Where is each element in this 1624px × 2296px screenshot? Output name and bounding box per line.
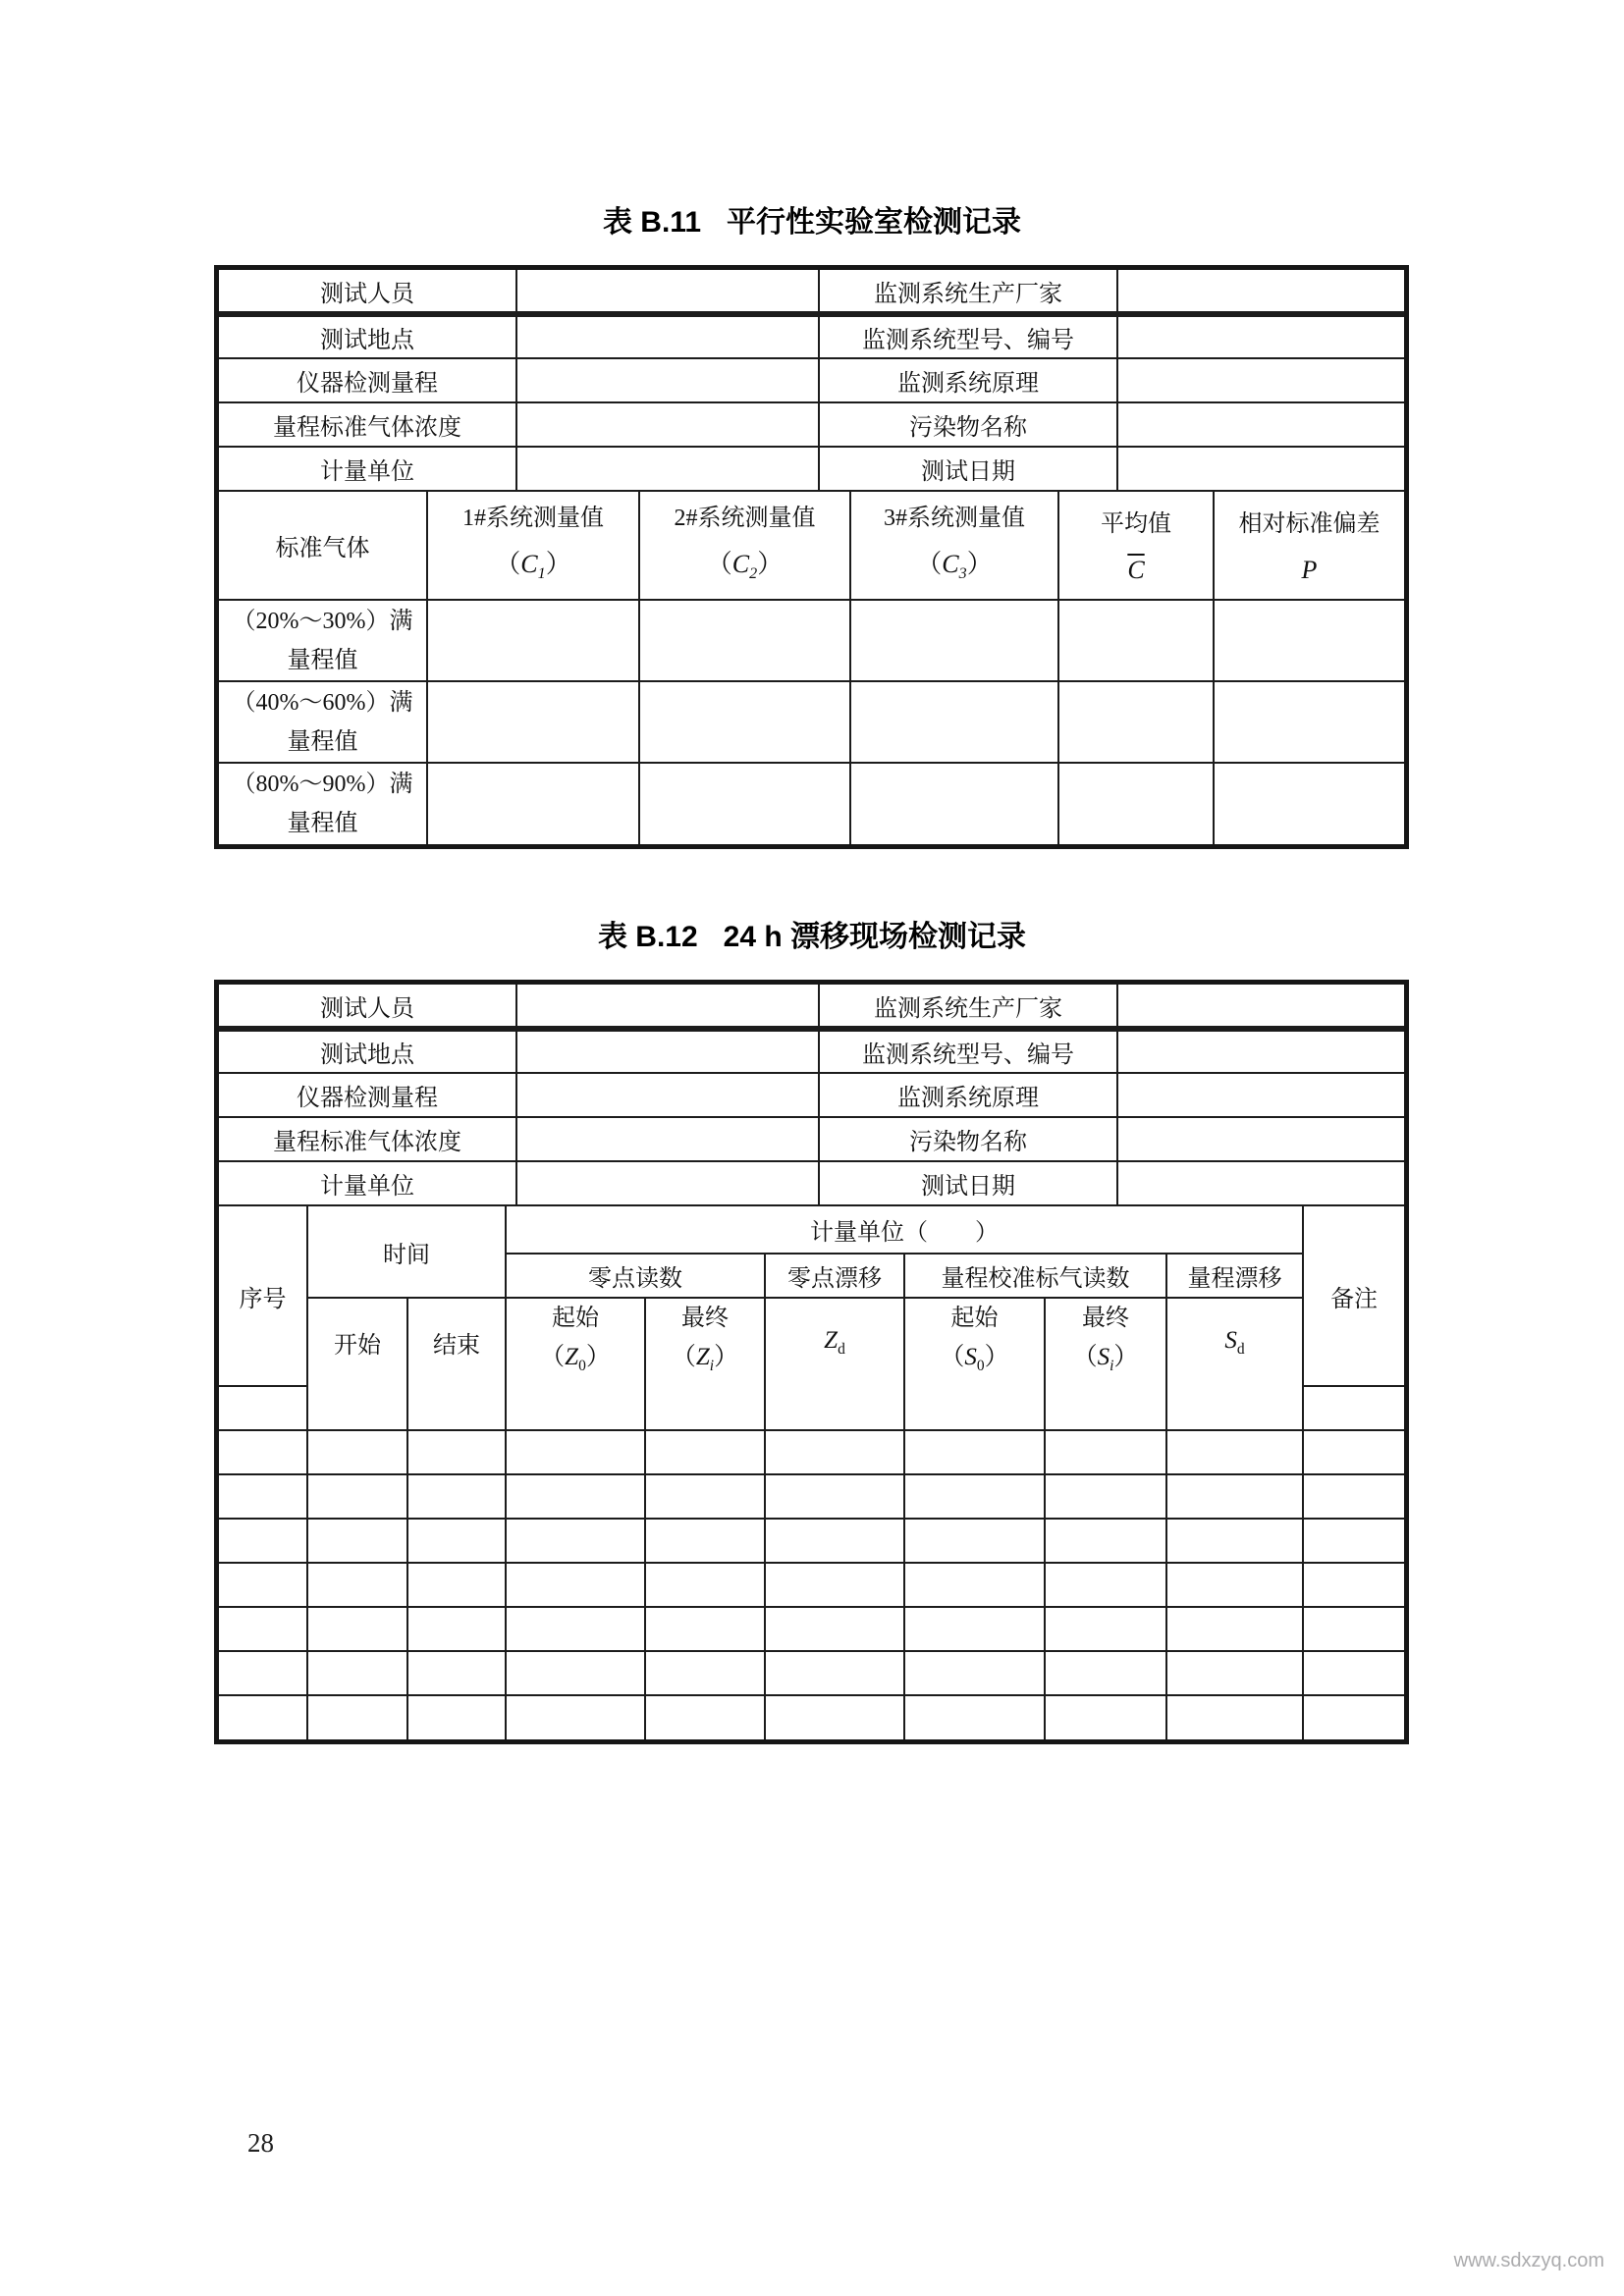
data-cell [904,1519,1045,1563]
data-cell [1303,1607,1404,1651]
info-label: 测试人员 [219,270,516,314]
info-label: 测试日期 [819,447,1117,491]
data-cell [1166,1607,1303,1651]
info-label: 计量单位 [219,1161,516,1205]
data-cell [904,1563,1045,1607]
info-label: 量程标准气体浓度 [219,1117,516,1161]
col-header-remarks: 备注 [1303,1206,1404,1386]
table-row [219,1029,1404,1073]
col-header-standard-gas [219,492,427,600]
col-header-serial-number: 序号 [219,1206,307,1386]
info-value-cell [1117,985,1404,1029]
data-cell [904,1607,1045,1651]
table-row [219,1519,1404,1563]
data-cell [407,1695,506,1739]
info-value-cell [1117,314,1404,358]
info-value-cell [1117,1117,1404,1161]
table-b11-info-section [219,270,1404,492]
table-b12-main-section [219,1206,1404,1739]
info-value-cell [516,1073,819,1117]
table-row [219,1117,1404,1161]
data-cell [219,1474,307,1519]
data-cell [1058,600,1214,681]
table-row [219,985,1404,1029]
header-symbol: $Z_d$ [824,1326,845,1358]
header-label: 1#系统测量值 [462,506,604,532]
col-header-zero-initial [506,1298,645,1386]
table-row [219,1161,1404,1205]
table-row [219,1651,1404,1695]
data-cell [904,1386,1045,1430]
data-cell [1166,1519,1303,1563]
col-header-system2-value [639,492,850,600]
info-label: 监测系统生产厂家 [819,985,1117,1029]
data-cell [219,1695,307,1739]
data-cell [219,1386,307,1430]
info-label: 监测系统型号、编号 [819,1029,1117,1073]
header-label: 平均值 [1101,510,1171,537]
header-label: 2#系统测量值 [674,506,816,532]
info-value-cell [516,402,819,447]
table-row [219,681,1404,763]
row-label-80-90-span: （80%～90%）满量程值 [219,763,427,844]
table-b12-title [0,921,1624,954]
data-cell [765,1474,904,1519]
data-cell [1166,1474,1303,1519]
header-symbol: $S_d$ [1224,1326,1245,1358]
data-cell [1214,681,1404,763]
data-cell [1214,600,1404,681]
data-cell [219,1430,307,1474]
data-cell [765,1607,904,1651]
col-header-time: 时间 [307,1206,506,1298]
data-cell [645,1519,765,1563]
data-cell [645,1607,765,1651]
data-cell [1166,1651,1303,1695]
info-label: 监测系统原理 [819,1073,1117,1117]
data-cell [765,1430,904,1474]
header-label: 3#系统测量值 [884,506,1025,532]
data-cell [506,1607,645,1651]
info-value-cell [516,985,819,1029]
col-header-zero-reading: 零点读数 [506,1254,765,1298]
data-cell [407,1519,506,1563]
data-cell [765,1519,904,1563]
watermark-text: www.sdxzyq.com [1453,2250,1604,2271]
data-cell [765,1695,904,1739]
table-b12-title-text: 24 h 漂移现场检测记录 [723,921,1027,953]
info-value-cell [516,314,819,358]
table-row [219,402,1404,447]
data-cell [1214,763,1404,844]
table-b11 [214,265,1409,849]
data-cell [1045,1607,1166,1651]
data-cell [407,1430,506,1474]
data-cell [1045,1430,1166,1474]
data-cell [639,681,850,763]
data-cell [765,1651,904,1695]
table-row [219,447,1404,491]
table-row [219,763,1404,844]
info-label: 测试地点 [219,314,516,358]
data-cell [850,763,1058,844]
col-header-span-drift-symbol [1166,1298,1303,1386]
row-label-40-60-span: （40%～60%）满量程值 [219,681,427,763]
info-label: 仪器检测量程 [219,1073,516,1117]
table-header-row [219,1206,1404,1254]
data-cell [645,1563,765,1607]
data-cell [307,1563,407,1607]
header-symbol: $(Z_i)$ [671,1344,739,1374]
info-value-cell [516,1029,819,1073]
data-cell [1303,1651,1404,1695]
info-label: 测试地点 [219,1029,516,1073]
data-cell [1303,1386,1404,1430]
data-cell [1045,1519,1166,1563]
data-cell [427,600,639,681]
col-header-zero-final [645,1298,765,1386]
data-cell [645,1695,765,1739]
data-cell [904,1430,1045,1474]
data-cell [639,600,850,681]
info-value-cell [1117,270,1404,314]
table-b11-main-section [219,492,1404,844]
data-cell [506,1563,645,1607]
table-row [219,1073,1404,1117]
data-cell [639,763,850,844]
data-cell [1303,1695,1404,1739]
data-cell [1303,1430,1404,1474]
page-number: 28 [247,2128,274,2158]
table-row [219,314,1404,358]
data-cell [307,1519,407,1563]
col-header-end-time: 结束 [407,1298,506,1386]
header-symbol: $(S_i)$ [1072,1344,1139,1374]
table-row [219,1695,1404,1739]
data-cell [506,1474,645,1519]
info-value-cell [516,1161,819,1205]
info-label: 监测系统型号、编号 [819,314,1117,358]
data-cell [645,1474,765,1519]
info-label: 污染物名称 [819,1117,1117,1161]
info-value-cell [516,447,819,491]
data-cell [765,1563,904,1607]
info-value-cell [516,270,819,314]
data-cell [407,1386,506,1430]
data-cell [219,1607,307,1651]
data-cell [307,1474,407,1519]
data-cell [765,1386,904,1430]
data-cell [1303,1519,1404,1563]
info-label: 监测系统原理 [819,358,1117,402]
data-cell [850,600,1058,681]
table-b12-empty-body [219,1386,1404,1739]
data-cell [307,1386,407,1430]
col-header-span-final [1045,1298,1166,1386]
data-cell [506,1519,645,1563]
data-cell [1045,1651,1166,1695]
col-header-system3-value [850,492,1058,600]
data-cell [645,1386,765,1430]
info-label: 测试人员 [219,985,516,1029]
info-value-cell [1117,1161,1404,1205]
info-value-cell [516,1117,819,1161]
data-cell [1303,1474,1404,1519]
data-cell [645,1430,765,1474]
row-label-20-30-span: （20%～30%）满量程值 [219,600,427,681]
table-row [219,1430,1404,1474]
data-cell [904,1651,1045,1695]
header-symbol: $\overline{C}$ [1127,555,1145,584]
data-cell [307,1430,407,1474]
data-cell [1166,1563,1303,1607]
info-label: 监测系统生产厂家 [819,270,1117,314]
data-cell [1045,1386,1166,1430]
data-cell [904,1474,1045,1519]
table-row [219,1563,1404,1607]
col-header-start-time: 开始 [307,1298,407,1386]
col-header-relative-std-dev [1214,492,1404,600]
data-cell [219,1519,307,1563]
info-value-cell [1117,447,1404,491]
table-b12-info-section [219,985,1404,1206]
table-row [219,1474,1404,1519]
col-header-zero-drift: 零点漂移 [765,1254,904,1298]
header-symbol: $(C_3)$ [916,550,993,583]
data-cell [850,681,1058,763]
data-cell [1058,681,1214,763]
info-value-cell [1117,1029,1404,1073]
header-label: 起始 [950,1306,999,1331]
info-value-cell [1117,1073,1404,1117]
data-cell [407,1607,506,1651]
col-header-average [1058,492,1214,600]
data-cell [506,1651,645,1695]
data-cell [407,1474,506,1519]
data-cell [219,1563,307,1607]
info-value-cell [1117,402,1404,447]
info-value-cell [516,358,819,402]
data-cell [1058,763,1214,844]
table-row [219,1386,1404,1430]
data-cell [1045,1474,1166,1519]
col-header-system1-value [427,492,639,600]
header-symbol: P [1301,555,1318,584]
data-cell [1166,1695,1303,1739]
col-header-span-cal-gas-reading: 量程校准标气读数 [904,1254,1166,1298]
data-cell [645,1651,765,1695]
table-b11-title-label: 表 B.11 [602,206,702,239]
info-label: 污染物名称 [819,402,1117,447]
table-row [219,1607,1404,1651]
header-label: 最终 [681,1306,729,1331]
data-cell [307,1651,407,1695]
data-cell [904,1695,1045,1739]
table-header-row [219,1298,1404,1386]
header-label: 最终 [1082,1306,1129,1331]
table-header-row [219,492,1404,600]
data-cell [506,1695,645,1739]
table-row [219,270,1404,314]
header-symbol: $(Z_0)$ [540,1344,611,1374]
info-label: 仪器检测量程 [219,358,516,402]
data-cell [407,1651,506,1695]
data-cell [307,1695,407,1739]
col-header-span-drift: 量程漂移 [1166,1254,1303,1298]
data-cell [1303,1563,1404,1607]
table-b12-title-label: 表 B.12 [597,921,698,953]
table-b11-title-text: 平行性实验室检测记录 [727,206,1022,239]
header-symbol: $(C_2)$ [706,550,784,583]
data-cell [219,1651,307,1695]
header-label: 起始 [552,1306,599,1331]
col-header-zero-drift-symbol [765,1298,904,1386]
data-cell [506,1386,645,1430]
table-row [219,600,1404,681]
data-cell [427,763,639,844]
data-cell [1045,1695,1166,1739]
info-label: 量程标准气体浓度 [219,402,516,447]
col-header-span-initial [904,1298,1045,1386]
header-label: 标准气体 [275,536,370,561]
data-cell [427,681,639,763]
data-cell [1045,1563,1166,1607]
header-symbol: $(C_1)$ [495,550,571,583]
info-label: 测试日期 [819,1161,1117,1205]
header-symbol: $(S_0)$ [940,1344,1009,1374]
info-value-cell [1117,358,1404,402]
data-cell [506,1430,645,1474]
table-b12 [214,980,1409,1744]
data-cell [407,1563,506,1607]
header-label: 相对标准偏差 [1238,510,1380,537]
col-header-measurement-unit: 计量单位（ ） [506,1206,1303,1254]
info-label: 计量单位 [219,447,516,491]
data-cell [307,1607,407,1651]
data-cell [1166,1386,1303,1430]
table-row [219,358,1404,402]
data-cell [1166,1430,1303,1474]
table-b11-title [0,206,1624,240]
